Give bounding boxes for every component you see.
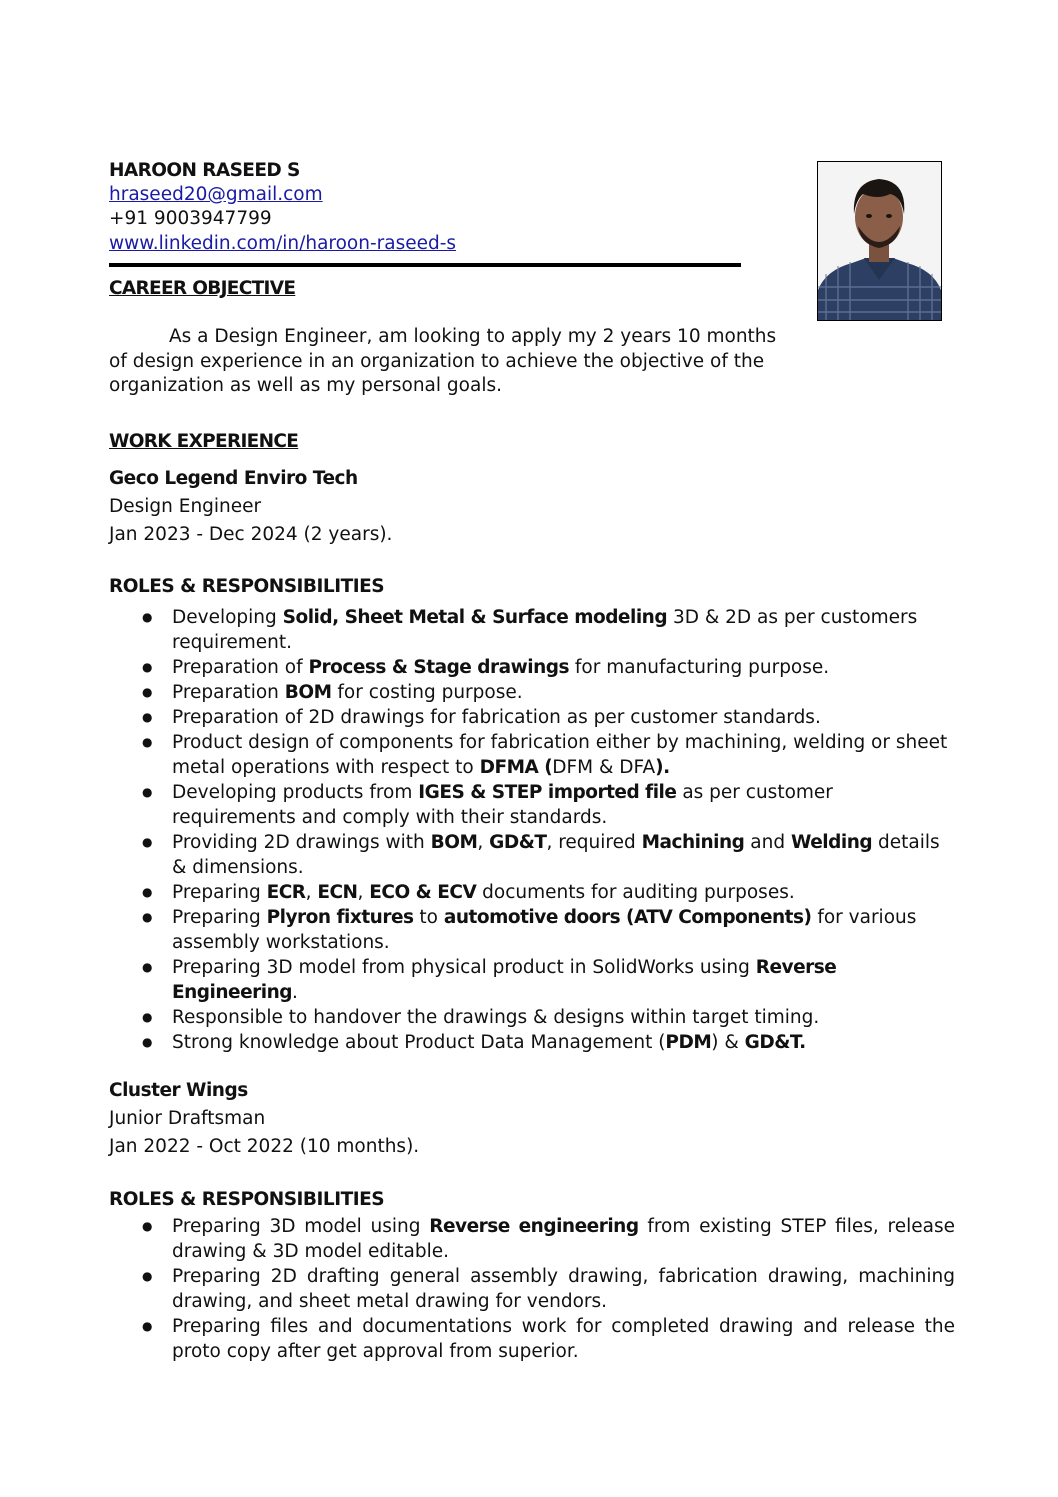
role-text xyxy=(172,1214,955,1264)
role-segment: Preparing 3D model using xyxy=(172,1216,430,1237)
role-segment: ) & xyxy=(711,1032,745,1053)
role-keyword: PDM xyxy=(665,1032,712,1053)
role-segment: , required xyxy=(546,832,642,853)
job-title: Design Engineer xyxy=(109,496,262,517)
role-text xyxy=(172,707,821,728)
role-item xyxy=(109,1314,955,1364)
role-keyword: GD&T. xyxy=(744,1032,806,1053)
role-segment: documents for auditing purposes. xyxy=(476,882,795,903)
role-keyword: Process & Stage drawings xyxy=(308,657,570,678)
profile-photo xyxy=(817,161,942,321)
role-segment: from existing STEP files, release drawing & 3D model editable. xyxy=(172,1216,955,1262)
bullet-icon: ● xyxy=(142,835,153,849)
role-segment: Developing xyxy=(172,607,283,628)
bullet-icon: ● xyxy=(142,735,153,749)
role-text xyxy=(172,1314,955,1364)
bullet-icon: ● xyxy=(142,785,153,799)
bullet-icon: ● xyxy=(142,610,153,624)
role-segment: Preparing xyxy=(172,882,267,903)
role-segment: 3D & 2D as per customers requirement. xyxy=(172,607,918,653)
role-item xyxy=(109,705,959,730)
roles-list xyxy=(109,1214,955,1364)
role-segment: details & dimensions. xyxy=(172,832,940,878)
role-segment: , xyxy=(357,882,370,903)
company-name: Geco Legend Enviro Tech xyxy=(109,468,358,489)
career-objective-heading: CAREER OBJECTIVE xyxy=(109,278,296,299)
role-item xyxy=(109,905,959,955)
role-keyword: DFMA ( xyxy=(479,757,553,778)
role-text xyxy=(172,782,833,828)
role-text xyxy=(172,1007,819,1028)
role-segment: for various assembly workstations. xyxy=(172,907,917,953)
role-keyword: BOM xyxy=(430,832,478,853)
role-item xyxy=(109,1214,955,1264)
bullet-icon: ● xyxy=(142,1269,153,1283)
role-segment: Preparation of 2D drawings for fabrication as per customer standards. xyxy=(172,707,821,728)
role-segment: Preparing xyxy=(172,907,267,928)
role-segment: Providing 2D drawings with xyxy=(172,832,431,853)
portrait-image xyxy=(818,162,941,320)
role-keyword: ECO & ECV xyxy=(369,882,477,903)
email-link[interactable]: hraseed20@gmail.com xyxy=(109,184,323,205)
role-segment: for manufacturing purpose. xyxy=(569,657,830,678)
role-item xyxy=(109,680,959,705)
role-segment: Developing products from xyxy=(172,782,419,803)
job-period: Jan 2022 - Oct 2022 (10 months). xyxy=(109,1136,420,1157)
role-text xyxy=(172,907,916,953)
role-text xyxy=(172,957,836,1003)
role-segment: Preparation of xyxy=(172,657,309,678)
role-keyword: ECN xyxy=(317,882,358,903)
objective-line-3: organization as well as my personal goals. xyxy=(109,375,502,396)
role-keyword: Solid, Sheet Metal & Surface modeling xyxy=(282,607,668,628)
role-keyword: GD&T xyxy=(489,832,547,853)
role-text xyxy=(172,682,523,703)
role-keyword: Machining xyxy=(641,832,745,853)
role-text xyxy=(172,1264,955,1314)
role-text xyxy=(172,882,795,903)
role-item xyxy=(109,655,959,680)
role-text xyxy=(172,1032,806,1053)
role-keyword: BOM xyxy=(284,682,332,703)
company-name: Cluster Wings xyxy=(109,1080,248,1101)
role-segment: , xyxy=(305,882,318,903)
phone-number: +91 9003947799 xyxy=(109,208,272,229)
role-segment: Preparing 3D model from physical product in SolidWorks using xyxy=(172,957,756,978)
job-period: Jan 2023 - Dec 2024 (2 years). xyxy=(109,524,393,545)
role-text xyxy=(172,732,947,778)
role-keyword: automotive doors (ATV Components) xyxy=(443,907,812,928)
role-item xyxy=(109,955,959,1005)
role-keyword: IGES & STEP imported file xyxy=(418,782,677,803)
candidate-name: HAROON RASEED S xyxy=(109,160,300,181)
roles-heading: ROLES & RESPONSIBILITIES xyxy=(109,576,385,597)
bullet-icon: ● xyxy=(142,685,153,699)
role-keyword: Plyron fixtures xyxy=(266,907,414,928)
job-title: Junior Draftsman xyxy=(109,1108,266,1129)
role-segment: , xyxy=(477,832,490,853)
roles-heading: ROLES & RESPONSIBILITIES xyxy=(109,1189,385,1210)
role-text xyxy=(172,657,829,678)
bullet-icon: ● xyxy=(142,960,153,974)
role-keyword: Reverse engineering xyxy=(429,1216,639,1237)
roles-list xyxy=(109,605,959,1055)
objective-line-1: As a Design Engineer, am looking to apply my 2 years 10 months xyxy=(169,326,777,347)
role-item xyxy=(109,880,959,905)
role-text xyxy=(172,607,917,653)
role-keyword: ECR xyxy=(266,882,306,903)
role-segment: Strong knowledge about Product Data Management ( xyxy=(172,1032,666,1053)
role-text xyxy=(172,832,940,878)
career-objective-text xyxy=(109,325,789,399)
role-keyword: Reverse Engineering xyxy=(172,957,837,1003)
bullet-icon: ● xyxy=(142,885,153,899)
role-item xyxy=(109,830,959,880)
role-keyword: ). xyxy=(655,757,670,778)
role-item xyxy=(109,1005,959,1030)
role-segment: and xyxy=(744,832,791,853)
role-item xyxy=(109,1264,955,1314)
bullet-icon: ● xyxy=(142,1219,153,1233)
objective-line-2: of design experience in an organization to achieve the objective of the xyxy=(109,350,765,372)
bullet-icon: ● xyxy=(142,660,153,674)
bullet-icon: ● xyxy=(142,1319,153,1333)
role-segment: to xyxy=(413,907,444,928)
role-item xyxy=(109,605,959,655)
bullet-icon: ● xyxy=(142,1035,153,1049)
role-segment: Preparing files and documentations work for completed drawing and release the proto copy after get approval from superior. xyxy=(172,1316,955,1362)
linkedin-link[interactable]: www.linkedin.com/in/haroon-raseed-s xyxy=(109,233,457,254)
bullet-icon: ● xyxy=(142,910,153,924)
role-segment: Product design of components for fabrication either by machining, welding or sheet metal operations with respect to xyxy=(172,732,948,778)
role-segment: . xyxy=(292,982,298,1003)
role-segment: DFM & DFA xyxy=(552,757,656,778)
role-segment: Responsible to handover the drawings & designs within target timing. xyxy=(172,1007,820,1028)
header-divider xyxy=(109,263,741,267)
role-segment: as per customer requirements and comply with their standards. xyxy=(172,782,833,828)
role-keyword: Welding xyxy=(790,832,873,853)
bullet-icon: ● xyxy=(142,710,153,724)
role-segment: Preparation xyxy=(172,682,285,703)
role-item xyxy=(109,1030,959,1055)
role-item xyxy=(109,780,959,830)
role-item xyxy=(109,730,959,780)
role-segment: for costing purpose. xyxy=(331,682,523,703)
bullet-icon: ● xyxy=(142,1010,153,1024)
role-segment: Preparing 2D drafting general assembly drawing, fabrication drawing, machining drawing, and sheet metal drawing for vendors. xyxy=(172,1266,955,1312)
work-experience-heading: WORK EXPERIENCE xyxy=(109,431,299,452)
